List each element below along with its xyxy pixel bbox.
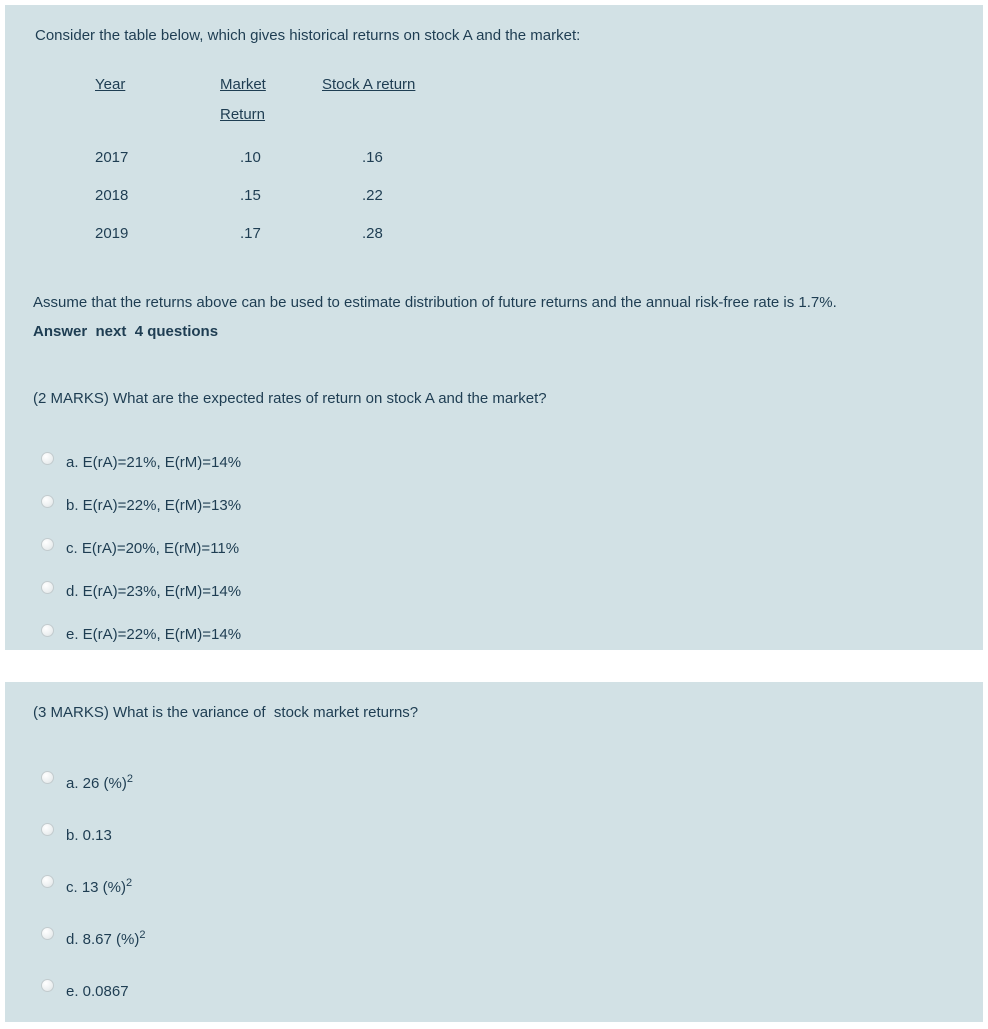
table-header-market-return: Market Return	[220, 76, 266, 123]
table-cell-year: 2018	[95, 187, 129, 204]
radio-option-a[interactable]	[41, 452, 54, 465]
question-1-prompt: (2 MARKS) What are the expected rates of return on stock A and the market?	[33, 390, 547, 407]
option-row-b[interactable]	[41, 807, 955, 859]
option-row-a[interactable]	[41, 441, 955, 484]
table-cell-stock: .22	[362, 187, 383, 204]
question-1-intro: Consider the table below, which gives historical returns on stock A and the market:	[35, 27, 581, 44]
table-cell-market: .17	[240, 225, 261, 242]
option-row-c[interactable]	[41, 527, 955, 570]
option-label: e. 0.0867	[66, 982, 129, 1000]
option-label: a. 26 (%)$^2$	[66, 772, 133, 792]
radio-option-e[interactable]	[41, 979, 54, 992]
table-cell-year: 2017	[95, 149, 129, 166]
table-cell-market: .10	[240, 149, 261, 166]
quiz-page	[0, 5, 988, 1029]
radio-option-a[interactable]	[41, 771, 54, 784]
question-2-panel	[5, 682, 983, 1022]
option-superscript: 2	[126, 772, 133, 785]
radio-option-b[interactable]	[41, 495, 54, 508]
option-label: e. E(rA)=22%, E(rM)=14%	[66, 626, 242, 643]
table-cell-market: .15	[240, 187, 261, 204]
option-superscript: 2	[139, 928, 146, 941]
table-cell-year: 2019	[95, 225, 129, 242]
question-2-prompt: (3 MARKS) What is the variance of stock market returns?	[33, 704, 419, 721]
table-header-stock-a-return: Stock A return	[322, 76, 416, 93]
table-cell-stock: .16	[362, 149, 383, 166]
option-row-d[interactable]	[41, 570, 955, 613]
radio-option-d[interactable]	[41, 927, 54, 940]
radio-option-d[interactable]	[41, 581, 54, 594]
radio-option-c[interactable]	[41, 538, 54, 551]
radio-option-c[interactable]	[41, 875, 54, 888]
assumption-text: Assume that the returns above can be used to estimate distribution of future returns and the annual risk-free rate is 1.7%.	[33, 294, 837, 311]
option-label: d. E(rA)=23%, E(rM)=14%	[66, 583, 242, 600]
option-row-b[interactable]	[41, 484, 955, 527]
question-1-options	[33, 441, 955, 656]
option-superscript: 2	[126, 876, 133, 889]
option-row-e[interactable]	[41, 963, 955, 1015]
option-label: c. E(rA)=20%, E(rM)=11%	[66, 540, 240, 557]
option-label: b. E(rA)=22%, E(rM)=13%	[66, 497, 242, 514]
option-row-d[interactable]	[41, 911, 955, 963]
option-label: c. 13 (%)$^2$	[66, 876, 133, 896]
radio-option-e[interactable]	[41, 624, 54, 637]
answer-note: Answer next 4 questions	[33, 323, 219, 340]
option-row-c[interactable]	[41, 859, 955, 911]
question-1-panel	[5, 5, 983, 650]
option-label: a. E(rA)=21%, E(rM)=14%	[66, 454, 242, 471]
option-row-a[interactable]	[41, 755, 955, 807]
option-label: b. 0.13	[66, 826, 112, 844]
option-label: d. 8.67 (%)$^2$	[66, 928, 146, 948]
returns-table	[95, 70, 955, 252]
question-2-options	[33, 755, 955, 1015]
option-row-e[interactable]	[41, 613, 955, 656]
table-cell-stock: .28	[362, 225, 383, 242]
radio-option-b[interactable]	[41, 823, 54, 836]
table-header-year: Year	[95, 76, 126, 93]
